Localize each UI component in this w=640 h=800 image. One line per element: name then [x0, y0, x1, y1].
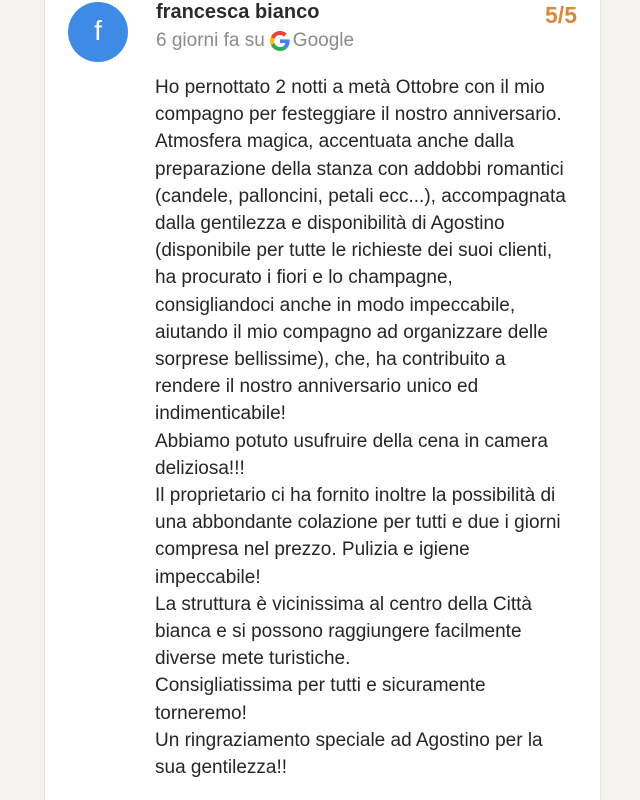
review-paragraph: Consigliatissima per tutti e sicuramente torneremo! — [155, 675, 486, 724]
review-source[interactable]: Google — [292, 30, 355, 51]
review-paragraph: La struttura è vicinissima al centro della Città bianca e si possono raggiungere facilmente diverse mete turistiche. — [155, 593, 532, 670]
reviewer-avatar[interactable] — [68, 2, 128, 62]
avatar-letter: f — [94, 15, 102, 46]
review-time: 6 giorni fa su — [156, 30, 265, 51]
review-card — [44, 0, 601, 800]
review-paragraph: Ho pernottato 2 notti a metà Ottobre con il mio compagno per festeggiare il nostro anniversario. Atmosfera magica, accentuata anche dalla preparazione della stanza con addobbi romantici (candele, palloncini, petali ecc...), accompagnata dalla gentilezza e disponibilità di Agostino (disponibile per tutte le richieste dei suoi clienti, ha procurato i fiori e lo champagne, consigliandoci anche in modo impeccabile, aiutando il mio compagno ad organizzare delle sorprese bellissime), che, ha contribuito a rendere il nostro anniversario unico ed indimenticabile! — [155, 77, 566, 425]
review-paragraph: Il proprietario ci ha fornito inoltre la possibilità di una abbondante colazione per tutti e due i giorni compresa nel prezzo. Pulizia e igiene impeccabile! — [155, 485, 561, 588]
review-meta — [156, 30, 354, 52]
review-rating: 5/5 — [545, 2, 577, 28]
review-paragraph: Abbiamo potuto usufruire della cena in camera deliziosa!!! — [155, 430, 548, 479]
google-g-icon — [270, 31, 290, 51]
review-paragraph: Un ringraziamento speciale ad Agostino per la sua gentilezza!! — [155, 729, 543, 779]
review-text — [155, 74, 575, 781]
reviewer-name[interactable]: francesca bianco — [156, 1, 320, 23]
